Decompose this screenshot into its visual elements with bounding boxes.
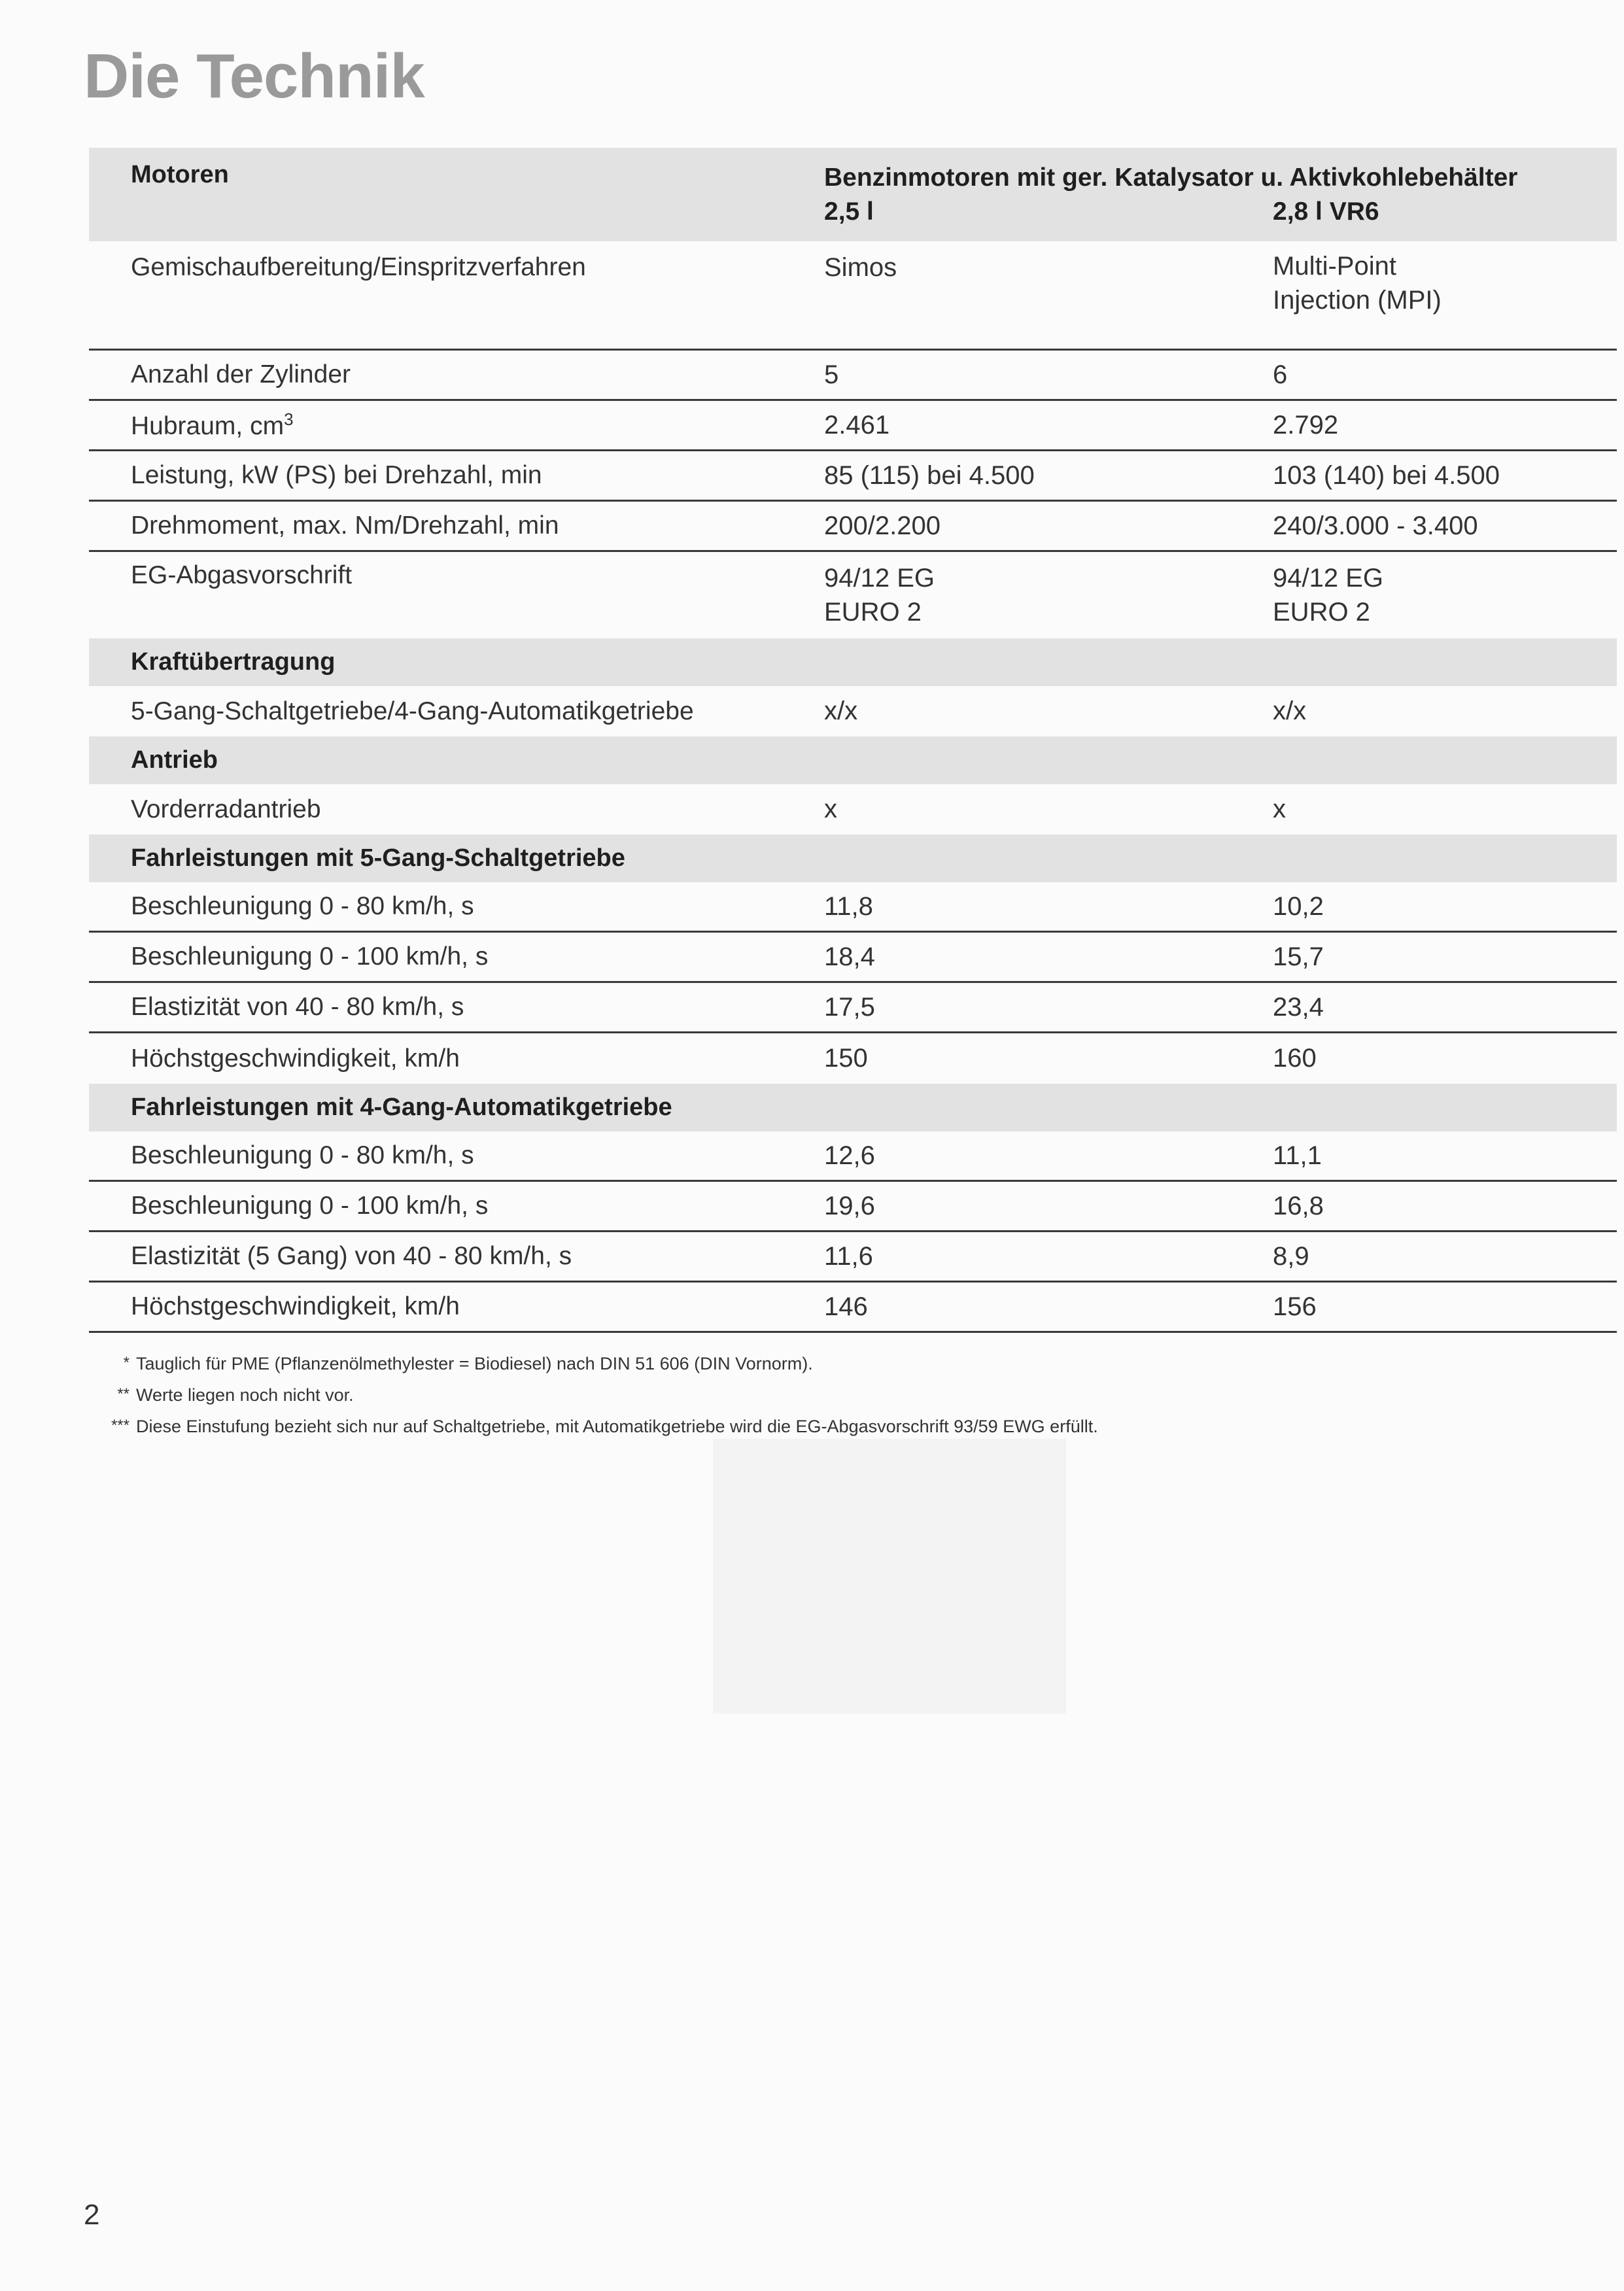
value-b: 23,4 [1273, 992, 1324, 1022]
row-label: Höchstgeschwindigkeit, km/h [131, 1044, 460, 1073]
footnote-text: Tauglich für PME (Pflanzenölmethylester = Biodiesel) nach DIN 51 606 (DIN Vornorm). [136, 1354, 813, 1373]
superscript-unit: 3 [284, 409, 294, 429]
section-title: Antrieb [131, 746, 218, 774]
table-row [89, 451, 1617, 502]
table-row [89, 502, 1617, 552]
value-a: x [824, 795, 837, 823]
table-row [89, 1182, 1617, 1232]
page-number: 2 [84, 2199, 100, 2231]
value-b: 2.792 [1273, 410, 1339, 439]
section-header [89, 736, 1617, 784]
value-a: 17,5 [824, 992, 875, 1022]
value-b: 8,9 [1273, 1241, 1309, 1271]
bleed-through-shape [713, 1439, 1066, 1714]
table-row [89, 983, 1617, 1033]
row-label: Elastizität (5 Gang) von 40 - 80 km/h, s [131, 1242, 572, 1270]
row-label: EG-Abgasvorschrift [131, 561, 353, 589]
value-a: 11,8 [824, 891, 873, 921]
row-label: Beschleunigung 0 - 80 km/h, s [131, 1141, 474, 1169]
value-a: Simos [824, 253, 897, 282]
value-a: 18,4 [824, 942, 875, 971]
value-a: x/x [824, 697, 858, 725]
value-a: 200/2.200 [824, 511, 941, 540]
table-row [89, 351, 1617, 401]
value-a-line2: EURO 2 [824, 598, 922, 627]
table-row [89, 933, 1617, 983]
header-engine-group [824, 161, 1617, 229]
footnote-mark: ** [117, 1385, 130, 1403]
value-a [824, 561, 1273, 629]
footnote-mark: *** [111, 1417, 130, 1434]
value-b-line1: Multi-Point [1273, 252, 1396, 281]
page-title: Die Technik [84, 41, 424, 111]
value-b-line1: 94/12 EG [1273, 564, 1384, 593]
value-b: 240/3.000 - 3.400 [1273, 511, 1478, 540]
row-label: Anzahl der Zylinder [131, 360, 351, 388]
value-b: 15,7 [1273, 942, 1324, 971]
value-a: 2.461 [824, 410, 890, 439]
row-label-text: Hubraum, cm [131, 412, 285, 440]
engine-group-title: Benzinmotoren mit ger. Katalysator u. Aktivkohlebehälter [824, 164, 1518, 192]
table-row [89, 882, 1617, 933]
value-b: 10,2 [1273, 891, 1324, 921]
spec-table [89, 148, 1617, 1333]
footnote-text: Diese Einstufung bezieht sich nur auf Schaltgetriebe, mit Automatikgetriebe wird die EG-Abgasvorschrift 93/59 EWG erfüllt. [136, 1417, 1098, 1436]
table-row [89, 1232, 1617, 1283]
footnote [103, 1385, 1098, 1417]
section-title: Fahrleistungen mit 4-Gang-Automatikgetriebe [131, 1094, 672, 1121]
table-header-row [89, 148, 1617, 241]
row-label [89, 409, 824, 441]
engine-col-a-header: 2,5 l [824, 198, 874, 226]
row-label: Elastizität von 40 - 80 km/h, s [131, 993, 464, 1021]
value-b: 103 (140) bei 4.500 [1273, 460, 1500, 490]
footnote [103, 1354, 1098, 1385]
table-row [89, 1283, 1617, 1333]
section-header [89, 638, 1617, 686]
value-a: 85 (115) bei 4.500 [824, 460, 1035, 490]
row-label: Beschleunigung 0 - 100 km/h, s [131, 1192, 489, 1220]
section-title: Fahrleistungen mit 5-Gang-Schaltgetriebe [131, 844, 625, 872]
table-row [89, 1033, 1617, 1084]
row-label: Höchstgeschwindigkeit, km/h [131, 1292, 460, 1320]
footnote-mark: * [123, 1354, 130, 1371]
value-b-line2: EURO 2 [1273, 598, 1370, 627]
section-title: Kraftübertragung [131, 648, 336, 676]
row-label: Leistung, kW (PS) bei Drehzahl, min [131, 461, 542, 489]
value-b [1273, 253, 1617, 317]
footnote-text: Werte liegen noch nicht vor. [136, 1385, 354, 1405]
row-label: Beschleunigung 0 - 100 km/h, s [131, 942, 489, 971]
table-row [89, 552, 1617, 638]
table-row [89, 784, 1617, 835]
value-a: 12,6 [824, 1141, 875, 1170]
value-b: 156 [1273, 1292, 1317, 1321]
row-label: Vorderradantrieb [131, 795, 321, 823]
section-header [89, 835, 1617, 882]
value-b [1273, 561, 1617, 629]
value-b: 160 [1273, 1044, 1317, 1073]
footnotes [103, 1354, 1098, 1448]
value-a: 5 [824, 360, 839, 389]
header-label-motoren: Motoren [131, 161, 229, 188]
value-b: x/x [1273, 697, 1307, 725]
value-b: x [1273, 795, 1286, 823]
table-row [89, 686, 1617, 736]
table-row [89, 1131, 1617, 1182]
row-label: Drehmoment, max. Nm/Drehzahl, min [131, 511, 559, 540]
value-a-line1: 94/12 EG [824, 564, 935, 593]
value-a: 150 [824, 1044, 868, 1073]
value-b: 11,1 [1273, 1141, 1322, 1170]
value-a: 146 [824, 1292, 868, 1321]
engine-col-b-header: 2,8 l VR6 [1273, 198, 1379, 226]
row-label: Gemischaufbereitung/Einspritzverfahren [131, 253, 586, 281]
value-b-line2: Injection (MPI) [1273, 286, 1442, 315]
row-label: 5-Gang-Schaltgetriebe/4-Gang-Automatikgetriebe [131, 697, 694, 725]
value-b: 6 [1273, 360, 1288, 389]
value-b: 16,8 [1273, 1191, 1324, 1220]
value-a: 19,6 [824, 1191, 875, 1220]
footnote [103, 1417, 1098, 1448]
engine-columns [824, 195, 1617, 229]
table-row [89, 401, 1617, 451]
table-row [89, 241, 1617, 351]
row-label: Beschleunigung 0 - 80 km/h, s [131, 892, 474, 920]
value-a: 11,6 [824, 1241, 873, 1271]
section-header [89, 1084, 1617, 1131]
